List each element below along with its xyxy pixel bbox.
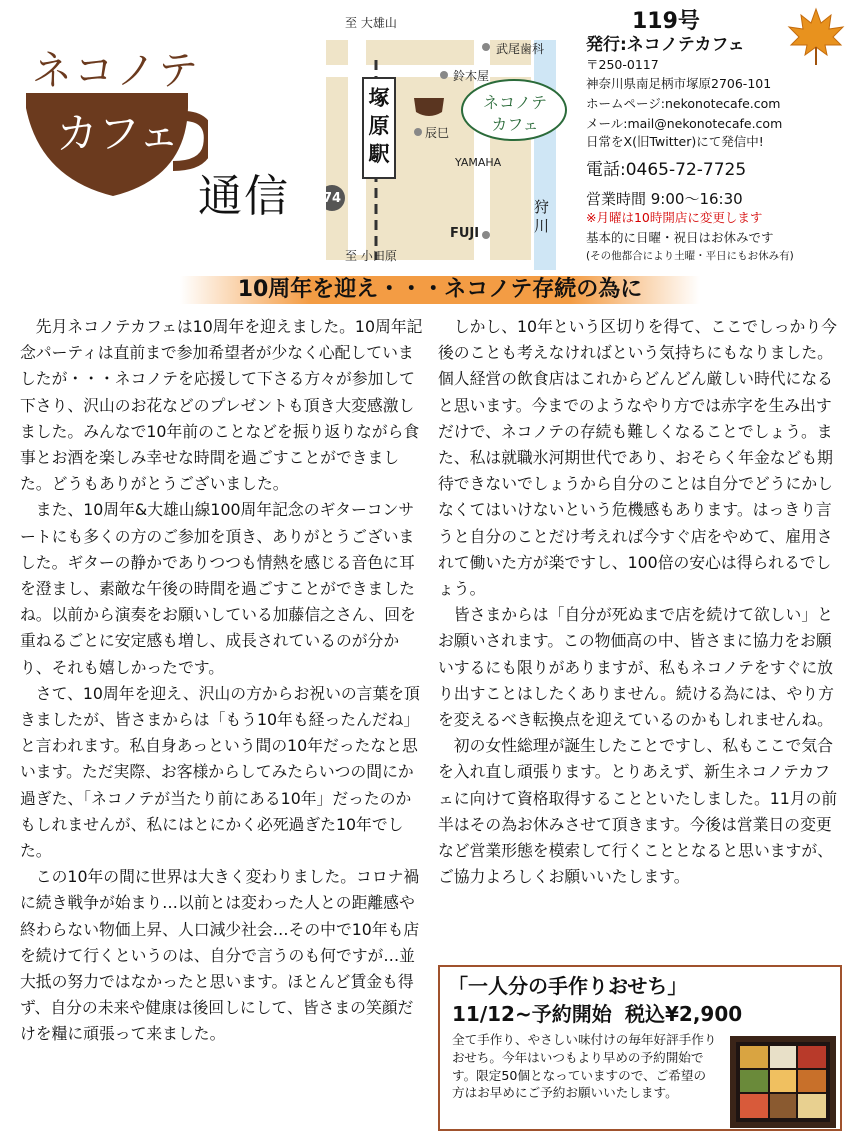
mail-link[interactable]: メール:mail@nekonotecafe.com [586, 116, 783, 131]
cafe-map-line1: ネコノテ [482, 93, 547, 112]
homepage-link[interactable]: ホームページ:nekonotecafe.com [586, 96, 781, 111]
dental-label: 武尾歯科 [496, 42, 545, 56]
fuji-dot [482, 231, 490, 239]
paragraph: さて、10周年を迎え、沢山の方からお祝いの言葉を頂きましたが、皆さまからは「もう10年も経ったんだね」と言われます。私自身あっという間の10年だったなと思います。ただ実際、お客様からしてみたらいつの間にか過ぎた、「ネコノテが当たり前にある10年」だったのかもしれませんが、私にはとにかく必死過ぎた10年でした。 [20, 683, 420, 861]
paragraph: 先月ネコノテカフェは10周年を迎えました。10周年記念パーティは直前まで参加希望者が少なく心配していましたが・・・ネコノテを応援して下さる方々が参加して下さり、沢山のお花などのプレゼントも頂き大変感激しました。みんなで10年前のことなどを振り返りながら食事とお酒を楽しみ幸せな時間を過ごすことができました。どうもありがとうございました。 [20, 317, 423, 494]
closed-note: (その他都合により土曜・平日にもお休み有) [586, 250, 794, 262]
yamaha-label: YAMAHA [455, 156, 502, 169]
telephone: 電話:0465-72-7725 [586, 160, 747, 180]
paragraph: この10年の間に世界は大きく変わりました。コロナ禍に続き戦争が始まり…以前とは変わった人との距離感や終わらない物価上昇、人口減少社会…その中で10年も店を続けて行くというのは、自分で言うのも何ですが…並大抵の努力ではなかったと思います。ほとんど賃金も得ず、自分の未来や健康は後回しにして、皆さまの笑顔だけを糧に頑張って来ました。 [20, 867, 420, 1044]
station-char-3: 駅 [368, 142, 390, 166]
article-left-column [20, 314, 426, 1048]
map-south-label: 至 小田原 [345, 249, 397, 263]
map-north-label: 至 大雄山 [345, 16, 397, 30]
river-char-1: 狩 [534, 198, 550, 216]
article-right-column [438, 314, 844, 890]
paragraph: しかし、10年という区切りを得て、ここでしっかり今後のことも考えなければという気持ちにもなりました。個人経営の飲食店はこれからどんどん厳しい時代になると思います。今までのようなやり方では赤字を生み出すだけで、ネコノテの存続も難しくなることでしょう。また、私は就職氷河期世代であり、おそらく年金なども期待できないでしょうから自分のことは自分でどうにかしなくてはいけないという危機感もあります。はっきり言うと自分のことだけ考えれば今すぐ店をやめて、雇用されて働いた方が楽ですし、100倍の安心は得られるでしょう。 [438, 317, 837, 599]
route-number: 74 [322, 191, 342, 206]
cafe-map-line2: カフェ [491, 115, 539, 134]
business-hours: 営業時間 9:00〜16:30 [586, 190, 743, 208]
paragraph: また、10周年&大雄山線100周年記念のギターコンサートにも多くの方のご参加を頂き、ありがとうございました。ギターの静かでありつつも情熱を感じる音色に耳を澄まし、素敵な午後の時間を過ごすことができましたね。以前から演奏をお願いしている加藤信之さん、回を重ねるごとに安定感も増し、成長されているのが分かり、それも嬉しかったです。 [20, 500, 416, 677]
tatsumi-label: 辰巳 [425, 126, 450, 140]
tatsumi-dot [414, 128, 422, 136]
suzukiya-dot [440, 71, 448, 79]
paragraph: 初の女性総理が誕生したことですし、私もここで気合を入れ直し頑張ります。とりあえず、新生ネコノテカフェに向けて資格取得することといたしました。11月の前半はその為お休みさせて頂きます。今後は営業日の変更など営業形態を模索して行くこととなると思いますが、ご協力よろしくお願いいたします。 [438, 736, 838, 887]
osechi-description: 全て手作り、やさしい味付けの毎年好評手作りおせち。今年はいつもより早めの予約開始です。限定50個となっていますので、ご希望の方はお早めにご予約お願いいたします。 [452, 1032, 717, 1101]
station-label [366, 84, 392, 168]
logo-line1: ネコノテ [32, 48, 200, 94]
cafe-cup-icon [414, 98, 444, 116]
social-note: 日常をX(旧Twitter)にて発信中! [586, 134, 764, 149]
hours-note: ※月曜は10時開店に変更します [586, 210, 763, 225]
osechi-price: 税込¥2,900 [625, 1002, 743, 1026]
road-horizontal [326, 65, 531, 77]
article-headline: 10周年を迎え・・・ネコノテ存続の為に [237, 277, 643, 302]
fuji-label: FUJI [450, 226, 480, 241]
newsletter-subtitle: 通信 [198, 171, 290, 222]
suzukiya-label: 鈴木屋 [453, 69, 490, 83]
publisher: 発行:ネコノテカフェ [586, 35, 745, 55]
osechi-reservation-date: 11/12~予約開始 [452, 1002, 612, 1026]
river-char-2: 川 [534, 217, 550, 235]
closed-days: 基本的に日曜・祝日はお休みです [586, 230, 774, 245]
postal-code: 〒250-0117 [586, 57, 659, 72]
address: 神奈川県南足柄市塚原2706-101 [586, 76, 772, 91]
issue-number: 119号 [632, 9, 700, 34]
osechi-title: 「一人分の手作りおせち」 [448, 974, 688, 998]
cafe-map-label [470, 92, 560, 136]
maple-leaf-icon [785, 5, 847, 67]
paragraph: 皆さまからは「自分が死ぬまで店を続けて欲しい」とお願いされます。この物価高の中、皆さまに協力をお願いするにも限りがありますが、私もネコノテをすぐに放り出すことはしたくありません。続ける為には、やり方を変えるべき転換点を迎えているのかもしれませんね。 [438, 605, 834, 730]
station-char-2: 原 [368, 114, 390, 138]
river-label [534, 198, 549, 236]
osechi-photo [730, 1036, 836, 1128]
logo-line2: カフェ [56, 109, 180, 158]
cafe-logo [18, 38, 208, 208]
dental-dot [482, 43, 490, 51]
station-char-1: 塚 [368, 86, 390, 110]
